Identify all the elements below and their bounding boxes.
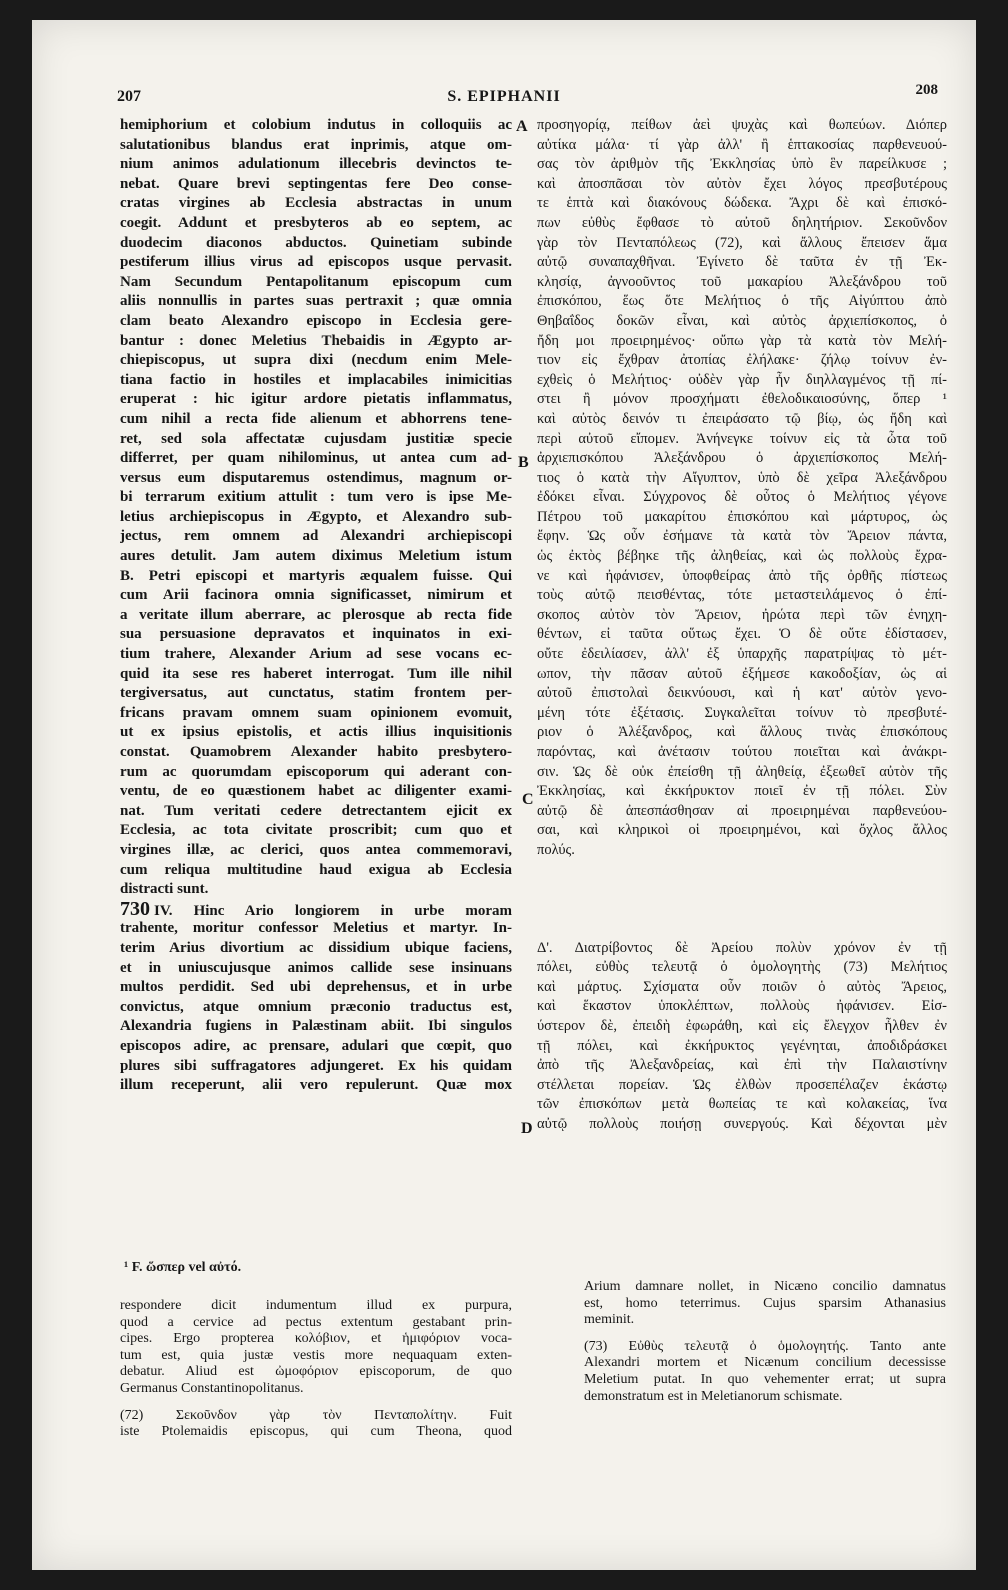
- text-line: ventu, de eo quæstionem habet ac diligenter exami-: [120, 783, 512, 800]
- text-line-content: IV. Hinc Ario longiorem in urbe moram: [154, 902, 512, 919]
- text-line: περὶ αὐτοῦ εἴπομεν. Ἀνήνεγκε τοίνυν εἰς τὰ ὦτα τοῦ: [537, 430, 947, 447]
- note-line: tum est, quia justæ vestis more nequaquam exten-: [120, 1347, 512, 1363]
- text-line: αὐτῷ συναπαχθῆναι. Ἐγίνετο δὲ ταῦτα ἐν τῇ Ἐκ-: [537, 254, 947, 271]
- greek-column: [537, 116, 947, 1135]
- text-line: γὰρ τὸν Πενταπόλεως (72), καὶ ἄλλους ἔπεισεν ἅμα: [537, 234, 947, 251]
- note-line: (73) Εὐθὺς τελευτᾷ ὁ ὁμολογητής. Tanto ante: [584, 1338, 946, 1354]
- text-line: θέντων, εἰ ταῦτα οὕτως ἔχει. Ὁ δὲ οὔτε ἐδίστασεν,: [537, 626, 947, 643]
- text-line: et in uniuscujusque animos callide sese insinuans: [120, 959, 512, 976]
- text-line: ἤδη μοι προειρημένος· οὔπω γὰρ τὰ κατὰ τὸν Μελή-: [537, 332, 947, 349]
- text-line: cum reliqua multitudine haud exigua ab Ecclesia: [120, 861, 512, 878]
- text-line: trahente, moritur confessor Meletius et martyr. In-: [120, 920, 512, 937]
- text-line: letius archiepiscopus in Ægypto, et Alexandro sub-: [120, 508, 512, 525]
- text-line: [120, 900, 512, 920]
- text-line: αὐτοῦ ἐπιστολαὶ δεικνύουσι, καὶ ἡ κατ' αὐτὸν γενο-: [537, 685, 947, 702]
- text-line: bi terrarum exitium attulit : tum vero is ipse Me-: [120, 489, 512, 506]
- text-line: Θηβαΐδος δοκῶν εἶναι, καὶ αὐτὸς ἀρχιεπίσκοπος, ὁ: [537, 312, 947, 329]
- text-line: ἀρχιεπισκόπου Ἀλεξάνδρου ὁ ἀρχιεπίσκοπος Μελή-: [537, 450, 947, 467]
- margin-letter-b: B: [518, 454, 529, 471]
- text-line: coegit. Addunt et presbyteros ab eo septem, ac: [120, 214, 512, 231]
- text-line: tiana factio in hostiles et implacabiles inimicitias: [120, 371, 512, 388]
- page-number-left: 207: [117, 88, 141, 105]
- text-line: eruperat : hic igitur ardore pietatis inflammatus,: [120, 391, 512, 408]
- text-line: μένη τότε ἐξέτασις. Συγκαλεῖται τοίνυν τὸ πρεσβυτέ-: [537, 704, 947, 721]
- text-line: Πέτρου τοῦ μακαρίτου ἐπισκόπου καὶ μάρτυρος, ὡς: [537, 508, 947, 525]
- text-line: Ecclesia, ac tota civitate proscribit; cum quo et: [120, 822, 512, 839]
- note-gap: [120, 1398, 512, 1408]
- text-line: σκοπος αὐτὸν τὸν Ἄρειον, ἠρώτα περὶ τῶν ἐνηχη-: [537, 606, 947, 623]
- text-line: σιν. Ὡς δὲ οὐκ ἐπείσθη τῇ ἀληθείᾳ, ἐξεωθεῖ αὐτὸν τῆς: [537, 763, 947, 780]
- text-line: jectus, rem omnem ad Alexandri archiepiscopi: [120, 528, 512, 545]
- text-line: bantur : donec Meletius Thebaidis in Ægypto ar-: [120, 332, 512, 349]
- text-line: πόλει, εὐθὺς τελευτᾷ ὁ ὁμολογητὴς (73) Μελήτιος: [537, 959, 947, 976]
- text-line: τιον εἰς ἔχθραν ἀτοπίας ἐλήλακε· ζήλῳ τοίνυν ἐν-: [537, 352, 947, 369]
- text-line: προσηγορίᾳ, πείθων ἀεὶ ψυχὰς καὶ θωπεύων. Διόπερ: [537, 117, 947, 133]
- text-line: versus eum disputaremus ostendimus, magnum or-: [120, 469, 512, 486]
- page-number-right: 208: [915, 82, 938, 98]
- text-line: πολύς.: [537, 841, 575, 858]
- note-line: cipes. Ergo propterea κολόβιον, et ἡμιφόριον voca-: [120, 1331, 512, 1347]
- note-line: iste Ptolemaidis episcopus, qui cum Theona, quod: [120, 1424, 512, 1440]
- text-line: sua persuasione depravatos et inquinatos in exi-: [120, 626, 512, 643]
- text-line: αὐτίκα μάλα· τί γὰρ ἀλλ' ἢ ἑπτακοσίας παρθενευού-: [537, 136, 947, 153]
- margin-letter-a: A: [516, 118, 528, 135]
- text-line: tergiversatus, aut cunctatus, statim frontem per-: [120, 685, 512, 702]
- text-line: ἐδόκει εἶναι. Σύγχρονος δὲ οὗτος ὁ Μελήτιος γέγονε: [537, 489, 947, 506]
- text-line: καὶ ἀποσπᾶσαι τὸν αὐτὸν ἔχει λόγος πρεσβυτέρους: [537, 175, 947, 192]
- text-line: Δ'. Διατρίβοντος δὲ Ἀρείου πολὺν χρόνον ἐν τῇ: [537, 939, 947, 956]
- margin-letter-c: C: [522, 791, 534, 808]
- running-title: S. EPIPHANII: [447, 88, 561, 105]
- text-line: τε ἑπτὰ καὶ διακόνους δώδεκα. Ἄχρι δὲ καὶ ἐπισκό-: [537, 195, 947, 212]
- text-line: cratas virgines ab Ecclesia abstractas in unum: [120, 195, 512, 212]
- text-line: πων εὐθὺς ἔφθασε τὸ αὐτοῦ δηλητήριον. Σεκοῦνδον: [537, 214, 947, 231]
- text-line: παρόντας, καὶ ἀνέτασιν τούτου ποιεῖται καὶ ἀνάκρι-: [537, 744, 947, 760]
- text-line: καὶ ἕκαστον ὑποκλέπτων, πολλοὺς ἠφάνισεν. Εἰσ-: [537, 998, 947, 1015]
- text-line: nat. Tum veritati cedere detrectantem ejicit ex: [120, 802, 512, 819]
- text-line: ἀπὸ τῆς Ἀλεξανδρείας, καὶ ἐπὶ τὴν Παλαιστίνην: [537, 1057, 947, 1074]
- text-line: τιος ὁ κατὰ τὴν Αἴγυπτον, ὑπὸ δὲ χεῖρα Ἀλεξάνδρου: [537, 469, 947, 486]
- text-line: cum nihil a recta fide alienum et abhorrens tene-: [120, 410, 512, 427]
- text-line: chiepiscopus, ut supra dixi (necdum enim Mele-: [120, 352, 512, 369]
- text-line: ὡς ἐκτὸς βέβηκε τῆς ἀληθείας, καὶ ὡς πολλοὺς ἔχρα-: [537, 548, 947, 565]
- text-line: σας τὸν ἀριθμὸν τῆς Ἐκκλησίας ὑπὸ ἓν παρείλκυσε ;: [537, 156, 947, 173]
- text-line: αὐτῷ δὲ ἀπεσπάσθησαν αἱ προειρημέναι παρθενεύου-: [537, 802, 947, 819]
- text-line: ἔφην. Ὡς οὖν ἐσήμανε τὰ κατὰ τὸν Ἄρειον πάντα,: [537, 528, 947, 545]
- text-line: pestiferum illius virus ad episcopos usque pervasit.: [120, 254, 512, 271]
- text-line: ριον ὁ Ἀλέξανδρος, καὶ ἄλλους τινὰς ἐπισκόπους: [537, 724, 947, 741]
- text-line: τῇ πόλει, καὶ ἐκκήρυκτος γεγένηται, ἀποδιδράσκει: [537, 1037, 947, 1054]
- text-line: ut ex ipsius epistolis, et actis illius inquisitionis: [120, 724, 512, 741]
- text-line: Alexandria fugiens in Palæstinam abiit. Ibi singulos: [120, 1018, 512, 1035]
- note-line: quod a cervice ad pectus extentum gestabant prin-: [120, 1314, 512, 1330]
- text-line: illum receperunt, alii vero repulerunt. Quæ mox: [120, 1077, 512, 1094]
- text-line: salutationibus blandus erat inprimis, atque om-: [120, 136, 512, 153]
- notes-right-column: [584, 1279, 946, 1405]
- text-line: distracti sunt.: [120, 881, 209, 898]
- text-line: B. Petri episcopi et martyris æqualem fuisse. Qui: [120, 567, 512, 584]
- text-line: καὶ αὐτὸς δεινόν τι ἐπειράσατο τῷ βίῳ, ὡς ἤδη καὶ: [537, 410, 947, 427]
- notes-left-column: [120, 1298, 512, 1441]
- text-line: a veritate illum aberrare, ac plerosque ab recta fide: [120, 606, 512, 623]
- note-line: Germanus Constantinopolitanus.: [120, 1380, 304, 1396]
- column-gap: [537, 861, 947, 939]
- text-line: clam beato Alexandro episcopo in Ecclesia gere-: [120, 312, 512, 329]
- note-line: demonstratum est in Meletianorum schismate.: [584, 1388, 843, 1404]
- text-line: cum Arii facinora omnia significasset, nimirum et: [120, 587, 512, 604]
- text-line: νε καὶ ἠφάνισεν, ὑποφθείρας ἀπὸ τῆς ὀρθῆς πίστεως: [537, 567, 947, 584]
- text-line: σαι, καὶ κληρικοὶ οἱ προειρημένοι, καὶ ὄχλος ἄλλος: [537, 822, 947, 839]
- note-line: est, homo teterrimus. Cujus sparsim Athanasius: [584, 1295, 946, 1311]
- text-line: hemiphorium et colobium indutus in colloquiis ac: [120, 117, 512, 133]
- text-line: aures detulit. Jam autem diximus Meletium istum: [120, 548, 512, 565]
- text-line: στέλλεται πορείαν. Ὡς ἐλθὼν προσεπέλαζεν ἑκάστῳ: [537, 1076, 947, 1093]
- text-line: ret, sed sola affectatæ cujusdam justitiæ specie: [120, 430, 512, 447]
- page-header: [32, 82, 976, 110]
- note-line: (72) Σεκοῦνδον γὰρ τὸν Πενταπολίτην. Fuit: [120, 1407, 512, 1423]
- text-line: ἐπισκόπου, ἕως ὅτε Μελήτιος ὁ τῆς Αἰγύπτου ἀπὸ: [537, 293, 947, 310]
- text-line: οὔτε ἐδειλίασεν, ἀλλ' ἐξ ὑπαρχῆς παρατρίψας τὸ μέτ-: [537, 646, 947, 663]
- text-line: Ἐκκλησίας, καὶ ἐκκήρυκτον ποιεῖ ἐν τῇ πόλει. Σὺν: [537, 783, 947, 800]
- text-line: εχθεὶς ὁ Μελήτιος· οὐδὲν γὰρ ἦν διηλλαγμένος τῇ πί-: [537, 371, 947, 388]
- text-line: virgines illæ, ac clerici, quos antea commemoravi,: [120, 841, 512, 858]
- text-line: καὶ μάρτυς. Σχίσματα οὖν ποιῶν ὁ αὐτὸς Ἄρειος,: [537, 978, 947, 995]
- text-line: ύστερον δὲ, ἐπειδὴ ἐφωράθη, καὶ εἰς ἔλεγχον ἦλθεν ἐν: [537, 1017, 947, 1034]
- text-line: aliis nonnullis in partes suas pertraxit ; quæ omnia: [120, 293, 512, 310]
- text-line: tium trahere, Alexander Arium ad sese vocans ec-: [120, 646, 512, 663]
- note-line: Arium damnare nollet, in Nicæno concilio damnatus: [584, 1279, 946, 1294]
- text-line: nium animos adulationum illecebris devinctos te-: [120, 156, 512, 173]
- text-line: κλησίᾳ, ἀγνοοῦντος τοῦ μακαρίου Ἀλεξάνδρου τοῦ: [537, 273, 947, 290]
- book-page: [32, 20, 976, 1570]
- text-line: convictus, atque omnium præconio traductus est,: [120, 998, 512, 1015]
- text-line: multos perdidit. Sed ubi deprehensus, et in urbe: [120, 979, 512, 996]
- note-gap: [584, 1329, 946, 1339]
- text-line: differret, per quam nihilominus, ut antea cum ad-: [120, 450, 512, 467]
- text-line: constat. Quamobrem Alexander habito presbytero-: [120, 744, 512, 760]
- note-line: debatur. Aliud est ὠμοφόριον episcoporum, de quo: [120, 1364, 512, 1380]
- text-line: quid ita sese res haberet interrogat. Tum ille nihil: [120, 665, 512, 682]
- note-line: respondere dicit indumentum illud ex purpura,: [120, 1298, 512, 1313]
- text-line: Nam Secundum Pentapolitanum episcopum cum: [120, 273, 512, 290]
- margin-letter-d: D: [521, 1120, 533, 1137]
- note-line: meminit.: [584, 1312, 635, 1328]
- text-line: episcopos adire, ac prensare, adulari que cœpit, quo: [120, 1037, 512, 1054]
- section-number: 730: [120, 899, 150, 920]
- text-line: αὐτῷ πολλοὺς ποιήσῃ συνεργούς. Καὶ δέχονται μὲν: [537, 1115, 947, 1132]
- note-line: Meletium putat. In quo vehementer errat; ut supra: [584, 1371, 946, 1387]
- text-line: ωπον, τὴν πᾶσαν αὐτοῦ ἐξήμεσε κακοδοξίαν, ὡς αἱ: [537, 665, 947, 682]
- text-line: τῶν ἐπισκόπων μετὰ θωπείας τε καὶ κολακείας, ἵνα: [537, 1096, 947, 1113]
- text-line: rum ac quorumdam episcoporum qui aderant con-: [120, 763, 512, 780]
- note-line: Alexandri mortem et Nicænum concilium decessisse: [584, 1355, 946, 1371]
- text-line: fricans pravam omnem suam opinionem evomuit,: [120, 704, 512, 721]
- latin-column: [120, 116, 512, 1096]
- text-line: τοὺς αὐτῷ πεισθέντας, τότε μεταστειλάμενος ὁ ἐπί-: [537, 587, 947, 604]
- text-line: plures sibi suffragatores adjungeret. Ex his quidam: [120, 1057, 512, 1074]
- footnote-variant: ¹ F. ὥσπερ vel αὐτό.: [124, 1260, 242, 1275]
- text-line: duodecim diaconos abductos. Quinetiam subinde: [120, 234, 512, 251]
- text-line: στει ἢ μόνον προσχήματι ἐθελοδικαιοσύνης, ὅπερ ¹: [537, 391, 947, 408]
- text-line: terim Arius divortium ac dissidium ubique faciens,: [120, 939, 512, 956]
- text-line: nebat. Quare brevi septingentas fere Deo conse-: [120, 175, 512, 192]
